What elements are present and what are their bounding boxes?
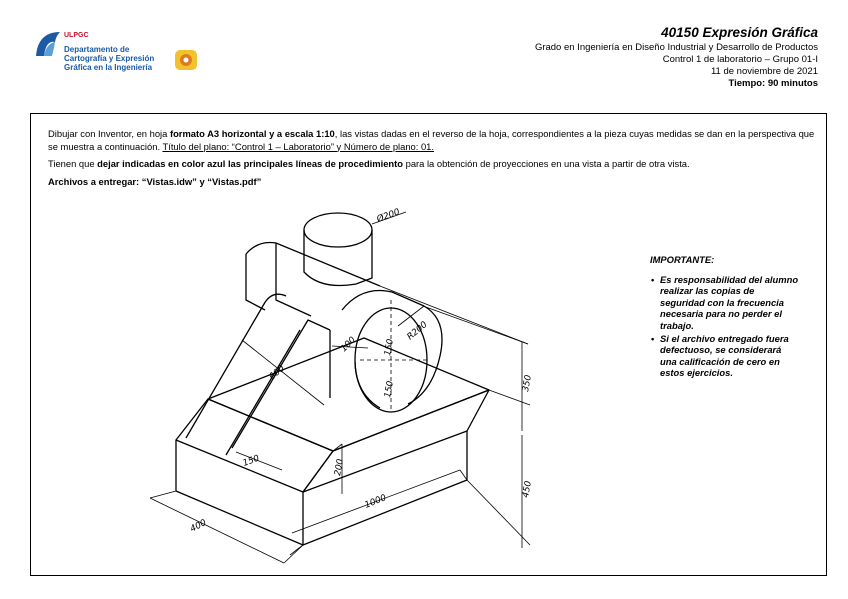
text-run: Dibujar con Inventor, en hoja	[48, 128, 170, 139]
page-header	[0, 0, 848, 110]
boiler-front	[246, 254, 265, 310]
course-title: 40150 Expresión Gráfica	[661, 25, 818, 40]
chimney-top	[304, 213, 372, 247]
boiler-side	[276, 243, 311, 316]
dim-150-top: 150	[383, 338, 396, 357]
dim-diameter-200: Ø200	[375, 207, 402, 225]
exam-date: 11 de noviembre de 2021	[710, 66, 818, 77]
control-group: Control 1 de laboratorio – Grupo 01-I	[662, 54, 818, 65]
drum-back-outline	[405, 306, 442, 404]
exam-time: Tiempo: 90 minutos	[728, 78, 818, 89]
dim-200-vertical: 200	[333, 458, 346, 477]
course-info	[535, 24, 818, 90]
dim-1000: 1000	[363, 493, 388, 511]
arm-inner	[226, 330, 300, 455]
arm-outer	[186, 294, 286, 438]
text-run: para la obtención de proyecciones en una vista a partir de otra vista.	[403, 158, 690, 170]
text-run-bold: dejar indicadas en color azul las principales líneas de procedimiento	[97, 158, 403, 170]
important-item: • Es responsabilidad del alumno realizar las copias de seguridad con la frecuencia necesaria para no perder el trabajo.	[660, 274, 800, 332]
instruction-paragraph-3	[48, 176, 816, 189]
department-name	[64, 45, 154, 72]
base-front-face	[176, 399, 333, 492]
important-note	[650, 254, 800, 380]
base-top-face	[208, 338, 489, 451]
dim-radius-200: R200	[405, 319, 430, 343]
important-title: IMPORTANTE:	[650, 254, 715, 265]
department-line: Departamento de	[64, 45, 130, 54]
degree-name: Grado en Ingeniería en Diseño Industrial y Desarrollo de Productos	[534, 42, 818, 53]
chimney-body	[304, 230, 372, 286]
important-item: • Si el archivo entregado fuera defectuoso, se considerará una calificación de cero en estos ejercicios.	[660, 333, 800, 379]
dim-450: 450	[521, 480, 534, 499]
dim-150-bottom: 150	[383, 380, 396, 399]
dim-400: 400	[188, 517, 209, 535]
dim-600: 600	[267, 363, 287, 383]
ulpgc-label: ULPGC	[64, 32, 89, 39]
instruction-paragraph-2	[48, 158, 816, 171]
department-badge-icon	[174, 49, 198, 71]
instruction-paragraph-1	[48, 128, 816, 153]
department-line: Gráfica en la Ingeniería	[64, 63, 153, 72]
dim-100: 100	[339, 335, 358, 355]
isometric-drawing	[140, 200, 560, 570]
plan-title-underlined: Título del plano: “Control 1 – Laboratorio” y Número de plano: 01.	[162, 140, 434, 152]
text-run-bold: formato A3 horizontal y a escala 1:10	[169, 128, 335, 139]
department-line: Cartografía y Expresión	[64, 54, 155, 63]
text-run: Tienen que	[48, 158, 98, 170]
drum-body	[342, 290, 424, 310]
dim-150-arm: 150	[241, 453, 261, 469]
base-right-face	[303, 390, 489, 492]
instructions	[48, 128, 816, 193]
deliverables: Archivos a entregar: “Vistas.idw” y “Vistas.pdf”	[48, 175, 262, 187]
important-list	[650, 274, 800, 379]
dim-350: 350	[521, 374, 534, 393]
text-run: , las vistas dadas en el reverso de la hoja, correspondientes a la pieza cuyas medidas se dan en la perspectiva que se muestra a continuación.	[48, 128, 815, 152]
